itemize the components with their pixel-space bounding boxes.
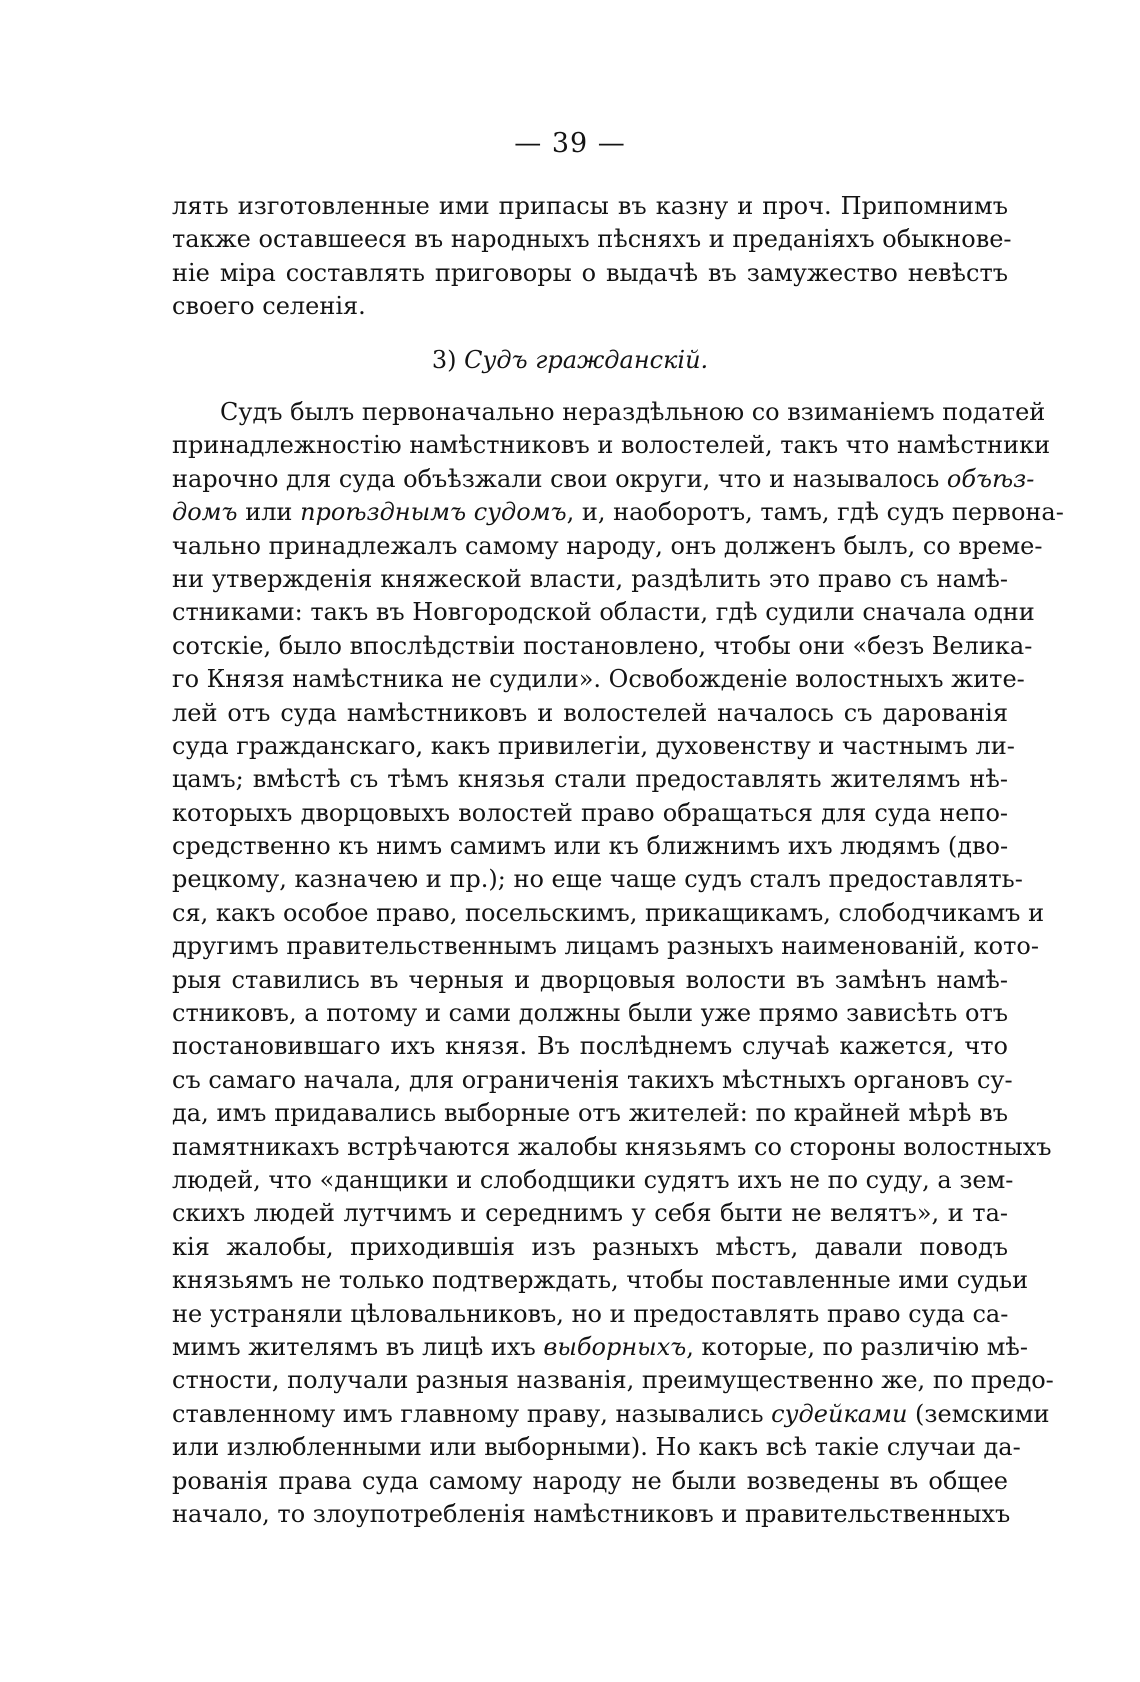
paragraph-civil-court <box>172 396 1064 1531</box>
text-line: рыя ставились въ черныя и дворцовыя волости въ замѣнъ намѣ- <box>172 965 1008 994</box>
text-line: другимъ правительственнымъ лицамъ разныхъ наименованій, кото- <box>172 932 1039 961</box>
text-line: рованія права суда самому народу не были возведены въ общее <box>172 1466 1008 1495</box>
italic-term: проѣзднымъ судомъ <box>300 498 567 527</box>
text-segment: нарочно для суда объѣзжали свои округи, что и называлось <box>172 464 947 493</box>
text-line: сотскіе, было впослѣдствіи постановлено, чтобы они «безъ Велика- <box>172 631 1033 660</box>
text-line: людей, что «данщики и слободщики судятъ ихъ не по суду, а зем- <box>172 1165 1014 1194</box>
text-line: не устраняли цѣловальниковъ, но и предоставлять право суда са- <box>172 1299 1009 1328</box>
text-line: начало, то злоупотребленія намѣстниковъ и правительственныхъ <box>172 1499 1011 1528</box>
text-line <box>172 1331 1028 1364</box>
text-line: съ самаго начала, для ограниченія такихъ мѣстныхъ органовъ су- <box>172 1065 1013 1094</box>
text-line: также оставшееся въ народныхъ пѣсняхъ и преданіяхъ обыкнове- <box>172 225 1012 254</box>
text-line <box>172 496 1064 529</box>
text-line: рецкому, казначею и пр.); но еще чаще судъ сталъ предоставлять- <box>172 865 1023 894</box>
page-number: — 39 — <box>514 128 626 159</box>
text-line: своего селенія. <box>172 292 366 321</box>
text-line: которыхъ дворцовыхъ волостей право обращаться для суда непо- <box>172 798 1008 827</box>
section-title: Судъ гражданскій. <box>464 346 709 374</box>
text-segment: мимъ жителямъ въ лицѣ ихъ <box>172 1332 544 1361</box>
text-line: принадлежностію намѣстниковъ и волостелей, такъ что намѣстники <box>172 431 1051 460</box>
italic-term: выборныхъ <box>543 1332 687 1361</box>
italic-term: судейками <box>771 1399 908 1428</box>
text-segment: , которые, по различію мѣ- <box>686 1332 1028 1361</box>
text-line: кія жалобы, приходившія изъ разныхъ мѣстъ, давали поводъ <box>172 1232 1008 1261</box>
text-segment: (земскими <box>907 1399 1050 1428</box>
text-line: да, имъ придавались выборные отъ жителей: по крайней мѣрѣ въ <box>172 1099 1008 1128</box>
text-line: лять изготовленные ими припасы въ казну и проч. Припомнимъ <box>172 192 1008 220</box>
text-segment: или <box>237 498 301 527</box>
text-line: стности, получали разныя названія, преимущественно же, по предо- <box>172 1366 1054 1395</box>
text-line: цамъ; вмѣстѣ съ тѣмъ князья стали предоставлять жителямъ нѣ- <box>172 765 1008 794</box>
text-segment: , и, наоборотъ, тамъ, гдѣ судъ первона- <box>566 498 1064 527</box>
text-line: суда гражданскаго, какъ привилегіи, духовенству и частнымъ ли- <box>172 731 1015 760</box>
text-line: ся, какъ особое право, посельскимъ, прикащикамъ, слободчикамъ и <box>172 898 1045 927</box>
text-line: го Князя намѣстника не судили». Освобожденіе волостныхъ жите- <box>172 665 1025 694</box>
text-line: стниковъ, а потому и сами должны были уже прямо зависѣть отъ <box>172 999 1008 1028</box>
text-line <box>172 463 1035 496</box>
text-line: стниками: такъ въ Новгородской области, гдѣ судили сначала одни <box>172 598 1035 627</box>
text-line: памятникахъ встрѣчаются жалобы князьямъ со стороны волостныхъ <box>172 1132 1052 1161</box>
italic-term: объѣз- <box>946 464 1035 493</box>
text-line: Судъ былъ первоначально нераздѣльною со взиманіемъ податей <box>220 398 1046 426</box>
text-line: или излюбленными или выборными). Но какъ всѣ такіе случаи да- <box>172 1433 1021 1462</box>
text-line: скихъ людей лутчимъ и середнимъ у себя быти не велятъ», и та- <box>172 1199 1008 1228</box>
text-line: ніе міра составлять приговоры о выдачѣ въ замужество невѣстъ <box>172 258 1008 287</box>
text-line: чально принадлежалъ самому народу, онъ долженъ былъ, со време- <box>172 531 1043 560</box>
text-line: князьямъ не только подтверждать, чтобы поставленные ими судьи <box>172 1266 1029 1295</box>
text-line: ни утвержденія княжеской власти, раздѣлить это право съ намѣ- <box>172 564 1008 593</box>
section-heading <box>0 346 1140 374</box>
section-number: 3) <box>431 346 457 374</box>
text-line <box>172 1398 1050 1431</box>
paragraph-continuation <box>172 190 1012 324</box>
text-segment: ставленному имъ главному праву, назывались <box>172 1399 772 1428</box>
text-line: средственно къ нимъ самимъ или къ ближнимъ ихъ людямъ (дво- <box>172 832 1009 861</box>
text-line: лей отъ суда намѣстниковъ и волостелей началось съ дарованія <box>172 698 1008 727</box>
italic-term: домъ <box>172 498 238 527</box>
text-line: постановившаго ихъ князя. Въ послѣднемъ случаѣ кажется, что <box>172 1032 1008 1061</box>
